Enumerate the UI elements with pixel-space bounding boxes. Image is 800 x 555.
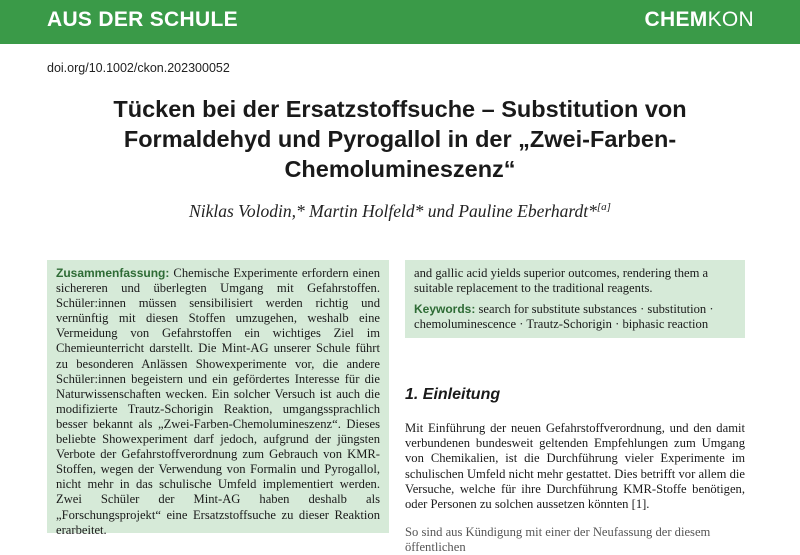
abstract-label: Zusammenfassung: [56, 266, 170, 280]
section-label: AUS DER SCHULE [47, 8, 238, 31]
journal-header-bar [0, 0, 800, 44]
affiliation-marker: [a] [596, 201, 611, 214]
intro-paragraph: Mit Einführung der neuen Gefahrstoffverordnung, und den damit verbundenen bundesweit geltenden Empfehlungen zum Umgang von Chemikalien, ist die Durchführung vieler Experimente im schulischen Umfeld nicht mehr gestattet. Dies betrifft vor allem die Versuche, welche für ihre Durchführung KMR-Stoffe benötigen, oder Personen zu solchen aussetzen könnten [1]. [405, 421, 745, 512]
clipped-text-line: So sind aus Kündigung mit einer der Neufassung der diesem öffentlichen [405, 525, 711, 554]
article-title: Tücken bei der Ersatzstoffsuche – Substitution von Formaldehyd und Pyrogallol in der „Zwei-Farben-Chemolumineszenz“ [113, 96, 687, 182]
keywords [414, 302, 736, 333]
keywords-label: Keywords: [414, 301, 476, 316]
keywords-text: search for substitute substances · substitution · chemoluminescence · Trautz-Schorigin · biphasic reaction [414, 301, 714, 331]
author-names: Niklas Volodin,* Martin Holfeld* und Pauline Eberhardt* [189, 201, 597, 221]
abstract-continued-text: and gallic acid yields superior outcomes, rendering them a suitable replacement to the traditional reagents. [414, 266, 709, 296]
section-heading: 1. Einleitung [405, 386, 501, 403]
journal-logo [645, 8, 754, 32]
abstract-text: Chemische Experimente erfordern einen sichereren und überlegten Umgang mit Gefahrstoffen. Schüler:innen müssen sensibilisiert werden richtig und vernünftig mit diesen Stoffen umzugehen, weshalb eine Vermeidung von Gefahrstoffen ein wichtiges Ziel im Chemieunterricht darstellt. Die Mint-AG unserer Schule führt zu besonderen Anlässen Showexperimente vor, die andere Schüler:innen begeistern und ein gefördertes Interesse für die Naturwissenschaften wecken. Ein solcher Versuch ist auch die modifizierte Trautz-Schorigin Reaktion, umgangssprachlich besser bekannt als „Zwei-Farben-Chemolumineszenz“. Dieses beliebte Showexperiment darf jedoch, aufgrund der jüngsten Verbote der Gefahrstoffverordnung zum Gebrauch von KMR-Stoffen, wegen der Verwendung von Formalin und Pyrogallol, nicht mehr in das schulische Umfeld implementiert werden. Zwei Schüler der Mint-AG haben deshalb als „Forschungsprojekt“ eine Ersatzstoffsuche zu dieser Reaktion erarbeitet. [56, 266, 380, 537]
author-list [60, 201, 740, 222]
journal-logo-light: KON [707, 8, 754, 31]
abstract-english-box [405, 260, 745, 338]
abstract-box [47, 260, 389, 537]
doi-link[interactable]: doi.org/10.1002/ckon.202300052 [47, 61, 230, 75]
journal-logo-bold: CHEM [644, 8, 708, 31]
